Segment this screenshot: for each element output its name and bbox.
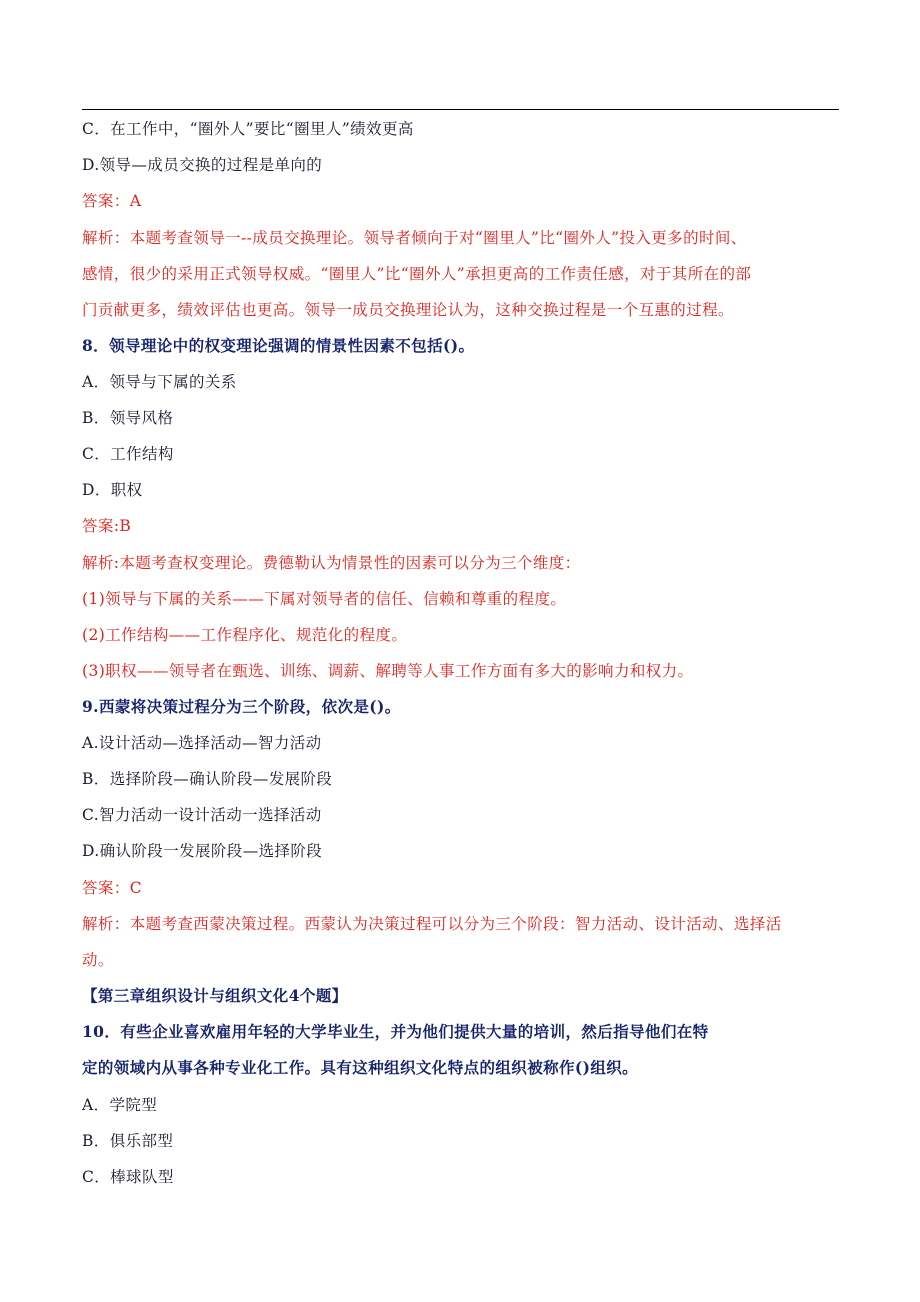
q10-question-line-1: 10．有些企业喜欢雇用年轻的大学毕业生，并为他们提供大量的培训，然后指导他们在特 bbox=[82, 1022, 709, 1041]
q10-option-a: A．学院型 bbox=[82, 1096, 158, 1114]
q9-explanation-line-1: 解析：本题考查西蒙决策过程。西蒙认为决策过程可以分为三个阶段：智力活动、设计活动、选择活 bbox=[82, 915, 782, 933]
q7-explanation-line-3: 门贡献更多，绩效评估也更高。领导一成员交换理论认为，这种交换过程是一个互惠的过程。 bbox=[82, 301, 734, 319]
q9-option-c: C.智力活动一设计活动一选择活动 bbox=[82, 806, 322, 824]
q10-option-c: C．棒球队型 bbox=[82, 1168, 174, 1186]
q10-question-line-2: 定的领域内从事各种专业化工作。具有这种组织文化特点的组织被称作()组织。 bbox=[82, 1058, 639, 1077]
q8-option-c: C．工作结构 bbox=[82, 445, 174, 463]
q8-question: 8．领导理论中的权变理论强调的情景性因素不包括()。 bbox=[82, 336, 475, 355]
q10-option-b: B．俱乐部型 bbox=[82, 1132, 174, 1150]
q9-question: 9.西蒙将决策过程分为三个阶段，依次是()。 bbox=[82, 697, 401, 716]
header-rule bbox=[82, 109, 839, 110]
q9-answer: 答案：C bbox=[82, 879, 142, 897]
q8-explanation-line-4: (3)职权——领导者在甄选、训练、调薪、解聘等人事工作方面有多大的影响力和权力。 bbox=[82, 662, 694, 680]
q7-option-c: C．在工作中，“圈外人”要比“圈里人”绩效更高 bbox=[82, 120, 414, 138]
q8-answer: 答案:B bbox=[82, 517, 132, 535]
q7-explanation-line-1: 解析：本题考查领导一--成员交换理论。领导者倾向于对“圈里人”比“圈外人”投入更多的时间、 bbox=[82, 229, 747, 247]
q7-explanation-line-2: 感情，很少的采用正式领导权威。“圈里人”比“圈外人”承担更高的工作责任感，对于其所在的部 bbox=[82, 265, 752, 283]
q9-option-b: B．选择阶段—确认阶段—发展阶段 bbox=[82, 770, 333, 788]
q8-explanation-line-2: (1)领导与下属的关系——下属对领导者的信任、信赖和尊重的程度。 bbox=[82, 590, 567, 608]
q7-answer: 答案：A bbox=[82, 192, 142, 210]
q9-explanation-line-2: 动。 bbox=[82, 951, 114, 969]
q8-explanation-line-1: 解析:本题考查权变理论。费德勒认为情景性的因素可以分为三个维度： bbox=[82, 554, 581, 572]
q8-option-d: D．职权 bbox=[82, 481, 143, 499]
q8-explanation-line-3: (2)工作结构——工作程序化、规范化的程度。 bbox=[82, 626, 408, 644]
q9-option-a: A.设计活动—选择活动—智力活动 bbox=[82, 734, 322, 752]
q7-option-d: D.领导—成员交换的过程是单向的 bbox=[82, 156, 323, 174]
q8-option-b: B．领导风格 bbox=[82, 409, 174, 427]
q8-option-a: A．领导与下属的关系 bbox=[82, 373, 237, 391]
q9-option-d: D.确认阶段一发展阶段—选择阶段 bbox=[82, 842, 323, 860]
chapter-heading: 【第三章组织设计与组织文化4个题】 bbox=[82, 986, 348, 1005]
